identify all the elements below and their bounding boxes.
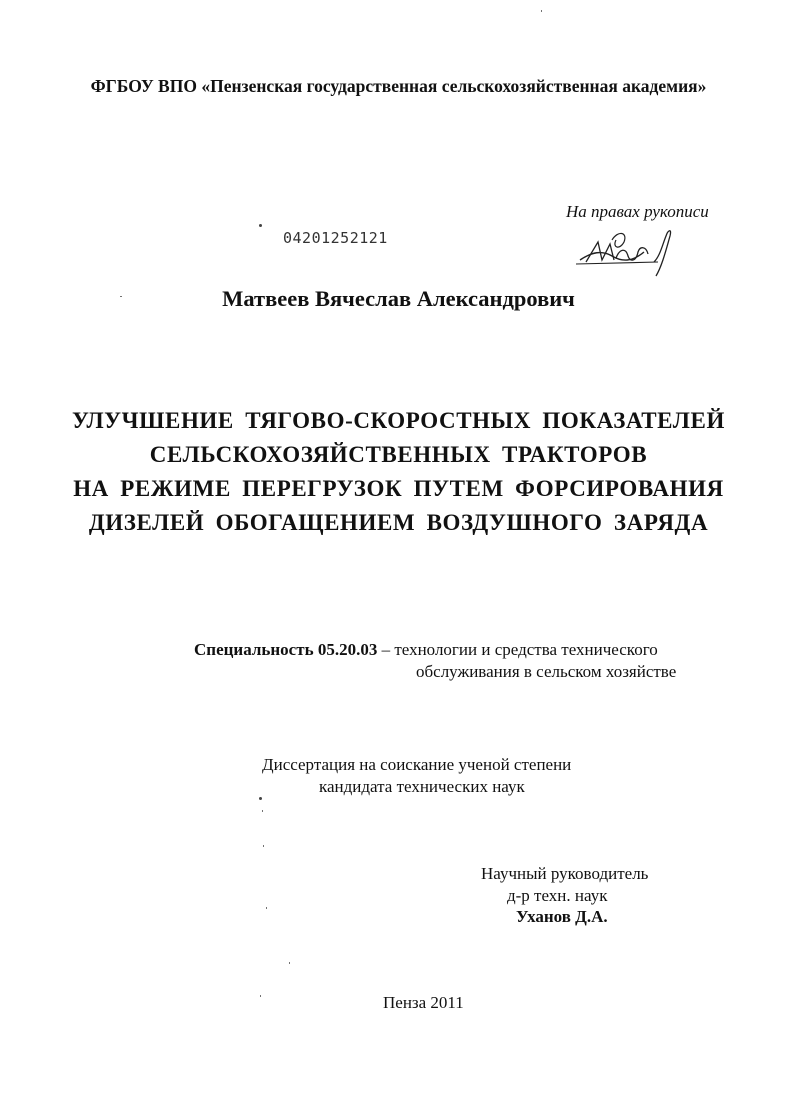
supervisor-degree: д-р техн. наук — [507, 886, 608, 905]
dissertation-title — [0, 404, 797, 540]
scan-speck — [262, 810, 263, 812]
supervisor-name: Уханов Д.А. — [516, 907, 608, 926]
serial-number: 04201252121 — [283, 229, 388, 247]
specialty-description: – технологии и средства технического — [377, 640, 658, 659]
place-and-year: Пенза 2011 — [383, 993, 464, 1012]
dissertation-degree-line-1: Диссертация на соискание ученой степени — [262, 755, 572, 774]
scan-speck — [120, 296, 122, 297]
scan-speck — [541, 10, 542, 12]
institution-name: ФГБОУ ВПО «Пензенская государственная сельскохозяйственная академия» — [90, 76, 707, 96]
title-line: СЕЛЬСКОХОЗЯЙСТВЕННЫХ ТРАКТОРОВ — [149, 442, 648, 467]
author-name: Матвеев Вячеслав Александрович — [222, 286, 575, 311]
dissertation-degree-line-2: кандидата технических наук — [319, 777, 525, 796]
specialty-line-2: обслуживания в сельском хозяйстве — [416, 662, 677, 681]
scan-speck — [259, 797, 262, 800]
scan-speck — [289, 962, 290, 964]
title-line: УЛУЧШЕНИЕ ТЯГОВО-СКОРОСТНЫХ ПОКАЗАТЕЛЕЙ — [72, 408, 725, 433]
scan-speck — [263, 845, 264, 847]
scan-speck — [260, 995, 261, 997]
scan-speck — [259, 224, 262, 227]
specialty-line-1 — [194, 640, 658, 660]
manuscript-rights-note: На правах рукописи — [566, 202, 709, 221]
title-line: НА РЕЖИМЕ ПЕРЕГРУЗОК ПУТЕМ ФОРСИРОВАНИЯ — [73, 476, 724, 501]
specialty-label: Специальность 05.20.03 — [194, 640, 378, 659]
scan-speck — [266, 907, 267, 909]
supervisor-role: Научный руководитель — [481, 864, 649, 883]
title-line: ДИЗЕЛЕЙ ОБОГАЩЕНИЕМ ВОЗДУШНОГО ЗАРЯДА — [88, 510, 709, 535]
signature-icon — [572, 222, 682, 282]
